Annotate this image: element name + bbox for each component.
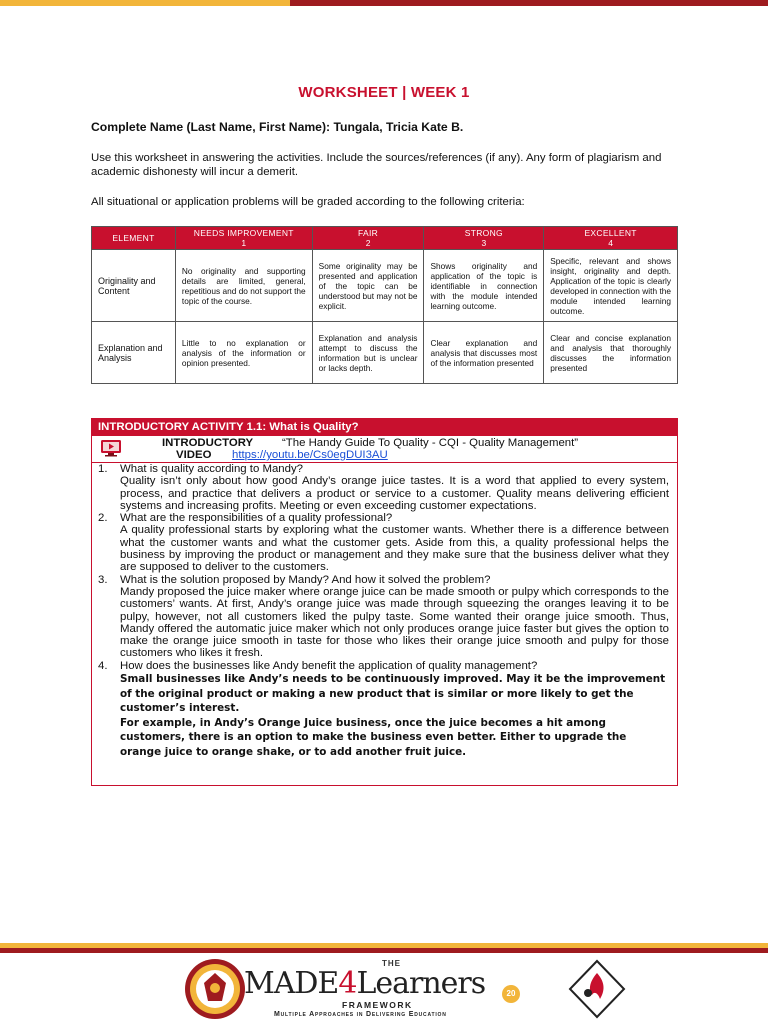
footer-banner [0, 953, 768, 1024]
rubric-element-cell: Explanation and Analysis [92, 322, 176, 384]
video-link[interactable]: https://youtu.be/Cs0egDUI3AU [232, 449, 388, 461]
rubric-header-needs-improvement: NEEDS IMPROVEMENT 1 [175, 227, 312, 250]
rubric-header-row [92, 227, 678, 250]
page-title: WORKSHEET | WEEK 1 [298, 84, 470, 101]
question-item [98, 660, 669, 760]
question-text: How does the businesses like Andy benefit the application of quality management? [120, 659, 538, 672]
rubric-element-cell: Originality and Content [92, 250, 176, 322]
answer-text: Quality isn’t only about how good Andy’s orange juice tastes. It is a word that applied to every system, process, and practice that delivers a product or service to a customer. Quality means delivering efficient systems and increasing profits. Meeting or even exceeding customer expectations. [120, 475, 669, 512]
video-label-line2: VIDEO [176, 449, 212, 461]
question-text: What is the solution proposed by Mandy? And how it solved the problem? [120, 573, 491, 586]
question-list [92, 463, 677, 760]
rubric-cell: Clear explanation and analysis that discusses most of the information presented [424, 322, 544, 384]
question-number: 2. [98, 512, 108, 525]
rubric-header-element: ELEMENT [92, 227, 176, 250]
rubric-cell: Little to no explanation or analysis of the information or opinion presented. [175, 322, 312, 384]
video-label-line1: INTRODUCTORY [162, 437, 254, 449]
activity-header: INTRODUCTORY ACTIVITY 1.1: What is Quality? [92, 419, 677, 436]
answer-text: A quality professional starts by exploring what the customer wants. Whether there is a difference between what the customer wants and what the customer gets. Aside from this, a quality professional helps the business by improving the product or management and they make sure that the business deliver what they are supposed to deliver to the customers. [120, 524, 669, 574]
question-number: 4. [98, 659, 108, 672]
answer-text-bold: For example, in Andy’s Orange Juice business, once the juice becomes a hit among customers, there is an option to make the business even better. Either to upgrade the orange juice to orange shake, or to add another fruit juice. [120, 716, 627, 759]
rubric-header-excellent: EXCELLENT 4 [544, 227, 678, 250]
video-title: “The Handy Guide To Quality - CQI - Quality Management” [282, 437, 579, 449]
question-text: What are the responsibilities of a quality professional? [120, 512, 393, 525]
question-item [98, 463, 669, 512]
student-name-line: Complete Name (Last Name, First Name): Tungala, Tricia Kate B. [91, 120, 464, 134]
flame-logo-icon [566, 959, 628, 1019]
video-screen-icon [100, 439, 122, 457]
rubric-header-strong: STRONG 3 [424, 227, 544, 250]
brand-20-badge: 20 [502, 985, 520, 1003]
brand-tagline: Multiple Approaches in Delivering Education [274, 1011, 447, 1018]
rubric-cell: Shows originality and application of the topic is identifiable in connection with the module intended learning outcome. [424, 250, 544, 322]
rubric-cell: Specific, relevant and shows insight, originality and depth. Application of the topic is clearly developed in connection with the module intended learning outcome. [544, 250, 678, 322]
rubric-cell: No originality and supporting details are limited, general, repetitious and do not support the topic of the course. [175, 250, 312, 322]
question-number: 3. [98, 573, 108, 586]
brand-framework: FRAMEWORK [342, 1000, 413, 1010]
rubric-cell: Clear and concise explanation and analysis that thoroughly discusses the information presented [544, 322, 678, 384]
question-text: What is quality according to Mandy? [120, 463, 303, 475]
instructions-paragraph: Use this worksheet in answering the activities. Include the sources/references (if any). Any form of plagiarism and academic dishonesty will incur a demerit. [91, 152, 662, 178]
made4learners-logo [244, 959, 524, 1021]
rubric-header-fair: FAIR 2 [312, 227, 424, 250]
question-item [98, 512, 669, 573]
introductory-activity-box [91, 418, 678, 786]
question-number: 1. [98, 463, 108, 475]
brand-wordmark: MADE4Learners [244, 966, 486, 1001]
answer-text-bold: Small businesses like Andy’s needs to be continuously improved. May it be the improvement of the original product or making a new product that is similar or more likely to get the customer’s interest. [120, 673, 666, 715]
rubric-row-explanation [92, 322, 678, 384]
rubric-cell: Some originality may be presented and application of the topic can be understood but may not be explicit. [312, 250, 424, 322]
criteria-intro: All situational or application problems will be graded according to the following criteria: [91, 196, 525, 208]
video-row [92, 436, 677, 463]
rubric-cell: Explanation and analysis attempt to discuss the information but is unclear or lacks depth. [312, 322, 424, 384]
rubric-row-originality [92, 250, 678, 322]
brand-the: THE [382, 959, 401, 968]
rubric-table [91, 226, 678, 384]
top-red-bar [290, 0, 768, 6]
top-gold-bar [0, 0, 290, 6]
answer-text: Mandy proposed the juice maker where orange juice can be made smooth or pulpy which corresponds to the customers’ wants. At first, Andy’s orange juice was made through squeezing the oranges leaving it to be pulpy, however, not all customers liked the pulpy taste. Some wanted their orange juice smooth. Thus, Mandy offered the automatic juice maker which not only produces orange juice faster but gives the option to make the orange juice smooth in taste for those who likes their orange juice smooth and pulpy for those customers who likes it fresh. [120, 585, 669, 660]
question-item [98, 574, 669, 660]
university-seal-icon [178, 957, 252, 1021]
